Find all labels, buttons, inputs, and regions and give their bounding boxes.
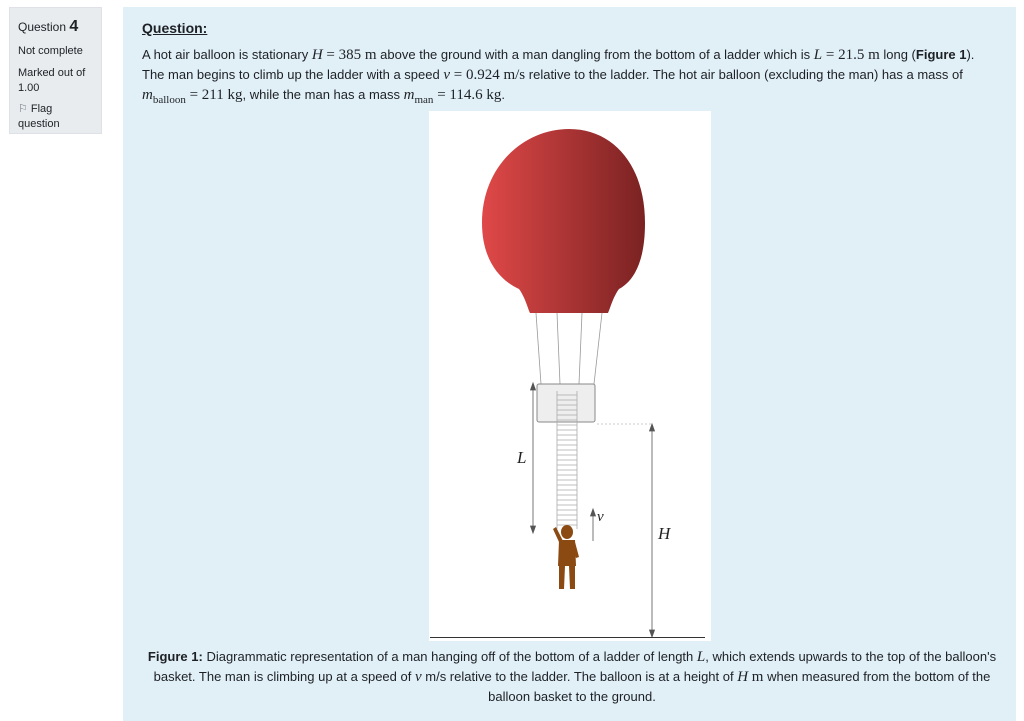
question-state: Not complete xyxy=(18,44,83,57)
rope xyxy=(557,313,560,384)
rope xyxy=(594,313,602,384)
caption-math-v: v xyxy=(414,669,422,685)
flag-label: Flag question xyxy=(18,103,60,130)
caption-math-L: L xyxy=(696,649,706,665)
qtext-part: ). The man begins to climb up the ladder with a speed xyxy=(142,47,975,82)
man-left-leg xyxy=(559,566,565,589)
qtext-part: relative to the ladder. The hot air balloon (excluding the man) has a mass of xyxy=(525,67,963,82)
caption-part: when measured from the bottom of the balloon basket to the ground. xyxy=(488,669,991,704)
caption-unit-m: m xyxy=(748,669,764,685)
question-number xyxy=(18,16,93,38)
figure-reference: Figure 1 xyxy=(915,47,967,62)
math-sub-balloon: balloon xyxy=(152,94,186,106)
figure-1-diagram xyxy=(429,111,711,641)
velocity-v-arrow xyxy=(591,509,596,541)
question-text xyxy=(142,45,992,106)
rope xyxy=(536,313,541,384)
math-m-balloon-value: = 211 kg xyxy=(185,87,243,103)
v-arrowhead xyxy=(591,509,596,516)
ground-line xyxy=(430,637,705,638)
question-number-value: 4 xyxy=(69,18,79,35)
caption-label: Figure 1: xyxy=(147,649,203,664)
math-H: H xyxy=(311,47,323,63)
L-arrowhead-bottom xyxy=(531,526,536,533)
caption-part: m/s relative to the ladder. The balloon is at a height of xyxy=(421,669,738,684)
question-content xyxy=(123,7,1016,721)
label-H: H xyxy=(658,524,671,543)
math-L-value: = 21.5 m xyxy=(822,47,880,63)
balloon-ropes xyxy=(536,313,602,384)
label-v: v xyxy=(597,509,604,525)
qtext-part: long ( xyxy=(879,47,916,62)
L-arrowhead-top xyxy=(531,383,536,390)
caption-math-H: H xyxy=(737,669,749,685)
balloon-basket xyxy=(537,384,595,422)
figure-caption xyxy=(142,647,1002,707)
question-info-panel xyxy=(9,7,102,134)
qtext-part: . xyxy=(501,87,505,102)
math-v-value: = 0.924 m/s xyxy=(450,67,526,83)
caption-part: , which extends upwards to the top of the balloon's basket. The man is climbing up at a speed of xyxy=(153,649,997,684)
math-H-value: = 385 m xyxy=(322,47,377,63)
question-heading: Question: xyxy=(142,20,208,36)
H-arrowhead-bottom xyxy=(650,630,655,637)
height-H-arrow xyxy=(650,424,655,637)
length-L-arrow xyxy=(531,383,536,533)
qtext-part: , while the man has a mass xyxy=(242,87,404,102)
math-m-man-value: = 114.6 kg xyxy=(433,87,502,103)
math-m-balloon: m xyxy=(142,87,153,103)
qtext-part: above the ground with a man dangling from the bottom of a ladder which is xyxy=(376,47,814,62)
label-L: L xyxy=(517,448,527,467)
math-sub-man: man xyxy=(414,94,434,106)
rope xyxy=(579,313,582,384)
balloon-diagram-svg xyxy=(429,111,711,641)
man-head xyxy=(561,525,573,539)
flag-question-link[interactable] xyxy=(18,102,93,132)
qtext-part: A hot air balloon is stationary xyxy=(142,47,312,62)
man-right-leg xyxy=(569,566,575,589)
math-v: v xyxy=(443,67,451,83)
balloon-envelope xyxy=(482,129,645,313)
man-figure xyxy=(553,525,579,589)
question-grade: Marked out of 1.00 xyxy=(18,67,86,95)
caption-part: Diagrammatic representation of a man hanging off of the bottom of a ladder of length xyxy=(202,649,697,664)
math-L: L xyxy=(813,47,823,63)
flag-icon: ⚐ xyxy=(18,103,28,116)
H-arrowhead-top xyxy=(650,424,655,431)
question-label: Question xyxy=(18,20,67,34)
math-m-man: m xyxy=(403,87,415,103)
